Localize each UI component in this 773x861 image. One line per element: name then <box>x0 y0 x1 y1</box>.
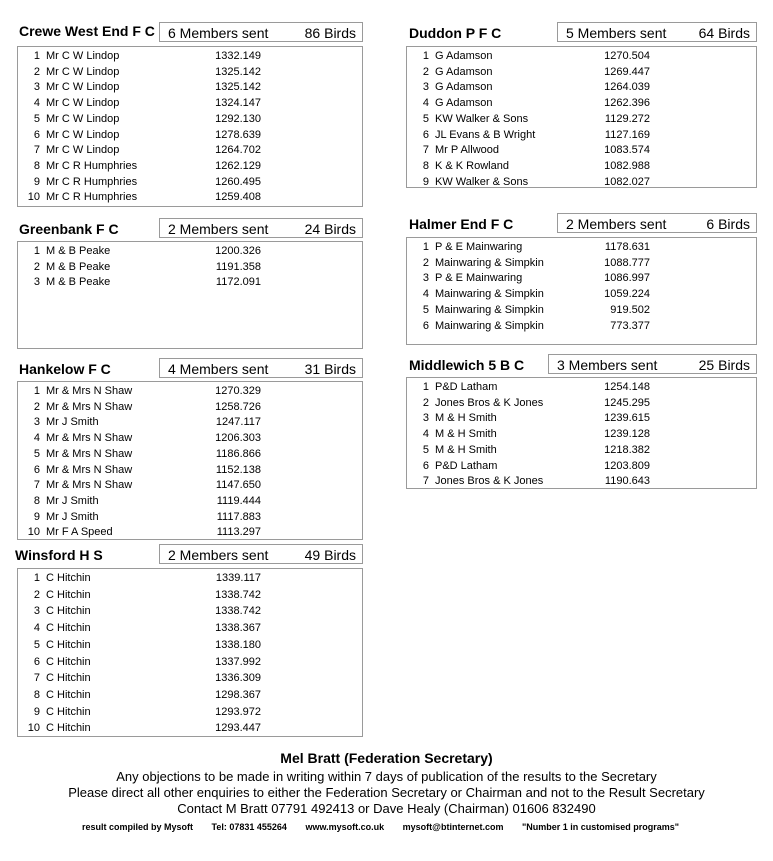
club-name: Crewe West End F C <box>19 23 155 39</box>
result-row <box>18 143 362 158</box>
result-fancier: Mr C R Humphries <box>46 191 138 204</box>
result-position: 4 <box>422 97 429 110</box>
result-position: 9 <box>33 705 40 718</box>
result-velocity: 1083.574 <box>604 144 650 157</box>
result-row <box>407 319 756 334</box>
result-position: 7 <box>422 144 429 157</box>
result-row <box>18 80 362 95</box>
result-row <box>18 638 362 653</box>
result-velocity: 1186.866 <box>215 447 261 460</box>
result-velocity: 1117.883 <box>216 510 261 523</box>
club-name: Greenbank F C <box>19 221 119 237</box>
results-table <box>17 381 363 540</box>
result-fancier: Mr C W Lindop <box>46 112 120 125</box>
result-fancier: Mr C W Lindop <box>46 97 120 110</box>
result-fancier: M & H Smith <box>435 443 497 456</box>
result-position: 5 <box>33 447 40 460</box>
result-position: 6 <box>33 463 40 476</box>
result-position: 4 <box>33 622 40 635</box>
result-fancier: K & K Rowland <box>435 159 509 172</box>
result-row <box>18 494 362 509</box>
result-row <box>407 96 756 111</box>
result-position: 1 <box>33 245 40 257</box>
result-velocity: 1119.444 <box>216 494 261 507</box>
birds-count: 25 Birds <box>698 357 750 373</box>
credits-slogan: "Number 1 in customised programs" <box>521 822 680 832</box>
result-row <box>18 260 362 275</box>
result-position: 1 <box>422 381 429 393</box>
result-fancier: Mr C W Lindop <box>46 81 120 94</box>
result-row <box>18 128 362 143</box>
result-fancier: M & B Peake <box>46 260 111 273</box>
result-position: 4 <box>33 97 40 110</box>
result-fancier: P & E Mainwaring <box>435 272 523 285</box>
result-row <box>18 384 362 399</box>
result-velocity: 1088.777 <box>604 256 650 269</box>
club-name: Hankelow F C <box>19 361 111 377</box>
result-position: 1 <box>33 572 40 584</box>
result-position: 7 <box>33 144 40 157</box>
result-velocity: 1324.147 <box>215 97 261 110</box>
result-position: 5 <box>422 443 429 456</box>
result-fancier: P & E Mainwaring <box>435 241 523 253</box>
result-velocity: 1337.992 <box>215 655 261 668</box>
result-fancier: P&D Latham <box>435 381 498 393</box>
result-fancier: JL Evans & B Wright <box>435 128 536 141</box>
result-velocity: 1325.142 <box>215 81 261 94</box>
result-row <box>407 49 756 64</box>
result-row <box>18 621 362 636</box>
result-row <box>18 705 362 720</box>
result-row <box>18 447 362 462</box>
result-row <box>18 175 362 190</box>
result-position: 2 <box>33 588 40 601</box>
result-position: 3 <box>422 81 429 94</box>
result-fancier: Jones Bros & K Jones <box>435 475 544 488</box>
result-velocity: 1152.138 <box>215 463 261 476</box>
result-row <box>407 128 756 143</box>
result-position: 3 <box>33 605 40 618</box>
result-position: 3 <box>422 272 429 285</box>
birds-count: 49 Birds <box>304 547 356 563</box>
birds-count: 31 Birds <box>304 361 356 377</box>
result-velocity: 1325.142 <box>215 65 261 78</box>
result-velocity: 1247.117 <box>215 416 261 429</box>
result-row <box>18 112 362 127</box>
result-position: 7 <box>33 479 40 492</box>
club-name: Winsford H S <box>15 547 103 563</box>
result-velocity: 1338.742 <box>215 588 261 601</box>
results-table <box>406 237 757 345</box>
club-name: Halmer End F C <box>409 216 514 232</box>
result-position: 5 <box>422 303 429 316</box>
results-table <box>17 46 363 207</box>
result-fancier: C Hitchin <box>46 622 91 635</box>
result-row <box>18 65 362 80</box>
result-velocity: 1190.643 <box>604 475 650 488</box>
result-position: 2 <box>33 400 40 413</box>
result-position: 6 <box>422 459 429 472</box>
results-table <box>406 46 757 188</box>
result-fancier: M & B Peake <box>46 276 111 289</box>
result-position: 8 <box>33 688 40 701</box>
credits-compiled: result compiled by Mysoft <box>82 822 194 832</box>
result-row <box>18 431 362 446</box>
members-sent: 3 Members sent <box>557 357 658 373</box>
members-sent: 2 Members sent <box>168 547 269 563</box>
result-position: 1 <box>422 241 429 253</box>
result-velocity: 1262.129 <box>215 159 261 172</box>
result-position: 3 <box>33 276 40 289</box>
result-velocity: 1245.295 <box>604 396 650 409</box>
result-fancier: Mr C R Humphries <box>46 175 138 188</box>
result-fancier: C Hitchin <box>46 572 91 584</box>
result-velocity: 919.502 <box>610 303 650 316</box>
birds-count: 64 Birds <box>698 25 750 41</box>
result-velocity: 1218.382 <box>604 443 650 456</box>
result-row <box>407 65 756 80</box>
result-velocity: 1338.742 <box>215 605 261 618</box>
result-velocity: 1254.148 <box>604 381 650 393</box>
result-fancier: Mr P Allwood <box>435 144 499 157</box>
result-row <box>18 655 362 670</box>
result-position: 1 <box>33 385 40 397</box>
result-row <box>18 588 362 603</box>
club-name: Middlewich 5 B C <box>409 357 525 373</box>
result-position: 6 <box>33 655 40 668</box>
result-fancier: Mr C R Humphries <box>46 159 138 172</box>
result-velocity: 1082.988 <box>604 159 650 172</box>
birds-count: 6 Birds <box>706 216 750 232</box>
result-row <box>407 459 756 474</box>
club-summary <box>159 544 363 564</box>
result-fancier: KW Walker & Sons <box>435 112 529 125</box>
result-row <box>18 400 362 415</box>
result-position: 1 <box>33 50 40 62</box>
contact-line: Contact M Bratt 07791 492413 or Dave Healy (Chairman) 01606 832490 <box>177 801 596 816</box>
result-velocity: 1127.169 <box>604 128 650 141</box>
result-position: 8 <box>33 159 40 172</box>
secretary-title: Mel Bratt (Federation Secretary) <box>280 750 493 766</box>
result-position: 7 <box>33 672 40 685</box>
result-row <box>18 604 362 619</box>
result-position: 4 <box>422 428 429 441</box>
result-velocity: 1206.303 <box>215 432 261 445</box>
result-fancier: Mr & Mrs N Shaw <box>46 432 133 445</box>
result-velocity: 1129.272 <box>604 112 650 125</box>
result-fancier: Mr J Smith <box>46 494 99 507</box>
result-fancier: C Hitchin <box>46 605 91 618</box>
results-table <box>406 377 757 489</box>
club-summary <box>557 213 757 233</box>
result-row <box>407 443 756 458</box>
result-fancier: C Hitchin <box>46 655 91 668</box>
result-velocity: 1059.224 <box>604 288 650 301</box>
result-row <box>18 571 362 586</box>
result-velocity: 1292.130 <box>215 112 261 125</box>
result-position: 10 <box>27 722 40 735</box>
result-velocity: 773.377 <box>610 319 650 332</box>
result-fancier: Mr & Mrs N Shaw <box>46 447 133 460</box>
result-row <box>407 287 756 302</box>
result-fancier: Mainwaring & Simpkin <box>435 319 544 332</box>
result-row <box>18 721 362 736</box>
result-row <box>407 380 756 395</box>
result-fancier: Jones Bros & K Jones <box>435 396 544 409</box>
result-row <box>18 244 362 259</box>
result-fancier: G Adamson <box>435 65 493 78</box>
result-row <box>18 510 362 525</box>
result-row <box>407 112 756 127</box>
result-row <box>407 143 756 158</box>
result-velocity: 1260.495 <box>215 175 261 188</box>
credits-tel: Tel: 07831 455264 <box>211 822 287 832</box>
result-velocity: 1339.117 <box>215 572 261 584</box>
result-row <box>18 478 362 493</box>
result-row <box>18 49 362 64</box>
result-velocity: 1191.358 <box>215 260 261 273</box>
result-fancier: G Adamson <box>435 97 493 110</box>
result-position: 9 <box>33 175 40 188</box>
result-velocity: 1082.027 <box>604 175 650 188</box>
club-summary <box>159 358 363 378</box>
result-position: 9 <box>422 175 429 188</box>
result-position: 2 <box>33 65 40 78</box>
result-row <box>18 671 362 686</box>
result-velocity: 1264.039 <box>604 81 650 94</box>
result-velocity: 1293.447 <box>215 722 261 735</box>
result-position: 3 <box>33 81 40 94</box>
result-row <box>18 525 362 540</box>
result-row <box>407 240 756 255</box>
result-velocity: 1113.297 <box>216 526 261 539</box>
result-position: 6 <box>422 319 429 332</box>
result-fancier: Mr F A Speed <box>46 526 113 539</box>
result-velocity: 1147.650 <box>215 479 261 492</box>
result-fancier: Mr C W Lindop <box>46 65 120 78</box>
members-sent: 4 Members sent <box>168 361 269 377</box>
result-velocity: 1336.309 <box>215 672 261 685</box>
club-name: Duddon P F C <box>409 25 502 41</box>
result-fancier: C Hitchin <box>46 672 91 685</box>
result-velocity: 1338.367 <box>215 622 261 635</box>
result-row <box>18 415 362 430</box>
result-position: 6 <box>33 128 40 141</box>
birds-count: 86 Birds <box>304 25 356 41</box>
result-row <box>407 175 756 190</box>
result-fancier: Mr J Smith <box>46 416 99 429</box>
result-fancier: G Adamson <box>435 50 493 62</box>
result-row <box>407 80 756 95</box>
result-position: 8 <box>422 159 429 172</box>
result-velocity: 1338.180 <box>215 638 261 651</box>
result-position: 7 <box>422 475 429 488</box>
result-fancier: C Hitchin <box>46 705 91 718</box>
enquiries-notice: Please direct all other enquiries to either the Federation Secretary or Chairman and not to the Result Secretary <box>68 785 705 800</box>
result-row <box>407 411 756 426</box>
result-row <box>407 396 756 411</box>
result-velocity: 1332.149 <box>215 50 261 62</box>
result-fancier: Mainwaring & Simpkin <box>435 288 544 301</box>
result-velocity: 1278.639 <box>215 128 261 141</box>
result-velocity: 1293.972 <box>215 705 261 718</box>
objections-notice: Any objections to be made in writing within 7 days of publication of the results to the Secretary <box>116 769 657 784</box>
result-row <box>407 159 756 174</box>
result-fancier: KW Walker & Sons <box>435 175 529 188</box>
result-position: 3 <box>33 416 40 429</box>
club-summary <box>557 22 757 42</box>
result-position: 8 <box>33 494 40 507</box>
result-velocity: 1270.504 <box>604 50 650 62</box>
result-velocity: 1262.396 <box>604 97 650 110</box>
result-velocity: 1086.997 <box>604 272 650 285</box>
result-velocity: 1298.367 <box>215 688 261 701</box>
result-fancier: Mr J Smith <box>46 510 99 523</box>
result-row <box>18 159 362 174</box>
result-position: 4 <box>33 432 40 445</box>
credits-email[interactable]: mysoft@btinternet.com <box>402 822 504 832</box>
result-row <box>407 303 756 318</box>
result-fancier: Mr C W Lindop <box>46 50 120 62</box>
result-row <box>18 275 362 290</box>
result-position: 2 <box>422 65 429 78</box>
result-row <box>407 427 756 442</box>
result-fancier: C Hitchin <box>46 588 91 601</box>
result-position: 10 <box>27 526 40 539</box>
result-position: 1 <box>422 50 429 62</box>
result-fancier: G Adamson <box>435 81 493 94</box>
members-sent: 6 Members sent <box>168 25 269 41</box>
result-velocity: 1178.631 <box>604 241 650 253</box>
members-sent: 2 Members sent <box>566 216 667 232</box>
result-fancier: Mainwaring & Simpkin <box>435 303 544 316</box>
club-summary <box>159 218 363 238</box>
members-sent: 2 Members sent <box>168 221 269 237</box>
result-fancier: C Hitchin <box>46 722 91 735</box>
result-velocity: 1239.128 <box>604 428 650 441</box>
result-position: 5 <box>422 112 429 125</box>
result-fancier: Mr & Mrs N Shaw <box>46 385 133 397</box>
result-position: 5 <box>33 112 40 125</box>
result-position: 3 <box>422 412 429 425</box>
result-row <box>18 463 362 478</box>
members-sent: 5 Members sent <box>566 25 667 41</box>
result-fancier: C Hitchin <box>46 638 91 651</box>
result-velocity: 1264.702 <box>215 144 261 157</box>
result-velocity: 1200.326 <box>215 245 261 257</box>
result-position: 2 <box>33 260 40 273</box>
results-table <box>17 241 363 349</box>
club-summary <box>159 22 363 42</box>
result-position: 9 <box>33 510 40 523</box>
credits-web[interactable]: www.mysoft.co.uk <box>305 822 385 832</box>
result-velocity: 1172.091 <box>215 276 261 289</box>
result-position: 6 <box>422 128 429 141</box>
result-row <box>407 256 756 271</box>
result-position: 5 <box>33 638 40 651</box>
club-summary <box>548 354 757 374</box>
results-table <box>17 568 363 737</box>
result-velocity: 1203.809 <box>604 459 650 472</box>
result-fancier: P&D Latham <box>435 459 498 472</box>
result-position: 10 <box>27 191 40 204</box>
result-row <box>18 190 362 205</box>
result-row <box>407 474 756 489</box>
result-position: 4 <box>422 288 429 301</box>
result-fancier: M & B Peake <box>46 245 111 257</box>
credits-line <box>82 822 679 832</box>
result-fancier: Mainwaring & Simpkin <box>435 256 544 269</box>
result-fancier: Mr & Mrs N Shaw <box>46 400 133 413</box>
birds-count: 24 Birds <box>304 221 356 237</box>
result-fancier: Mr C W Lindop <box>46 128 120 141</box>
result-row <box>407 271 756 286</box>
result-fancier: Mr C W Lindop <box>46 144 120 157</box>
result-fancier: Mr & Mrs N Shaw <box>46 479 133 492</box>
result-velocity: 1259.408 <box>215 191 261 204</box>
result-fancier: C Hitchin <box>46 688 91 701</box>
result-position: 2 <box>422 396 429 409</box>
result-position: 2 <box>422 256 429 269</box>
result-velocity: 1269.447 <box>604 65 650 78</box>
result-fancier: Mr & Mrs N Shaw <box>46 463 133 476</box>
result-row <box>18 96 362 111</box>
result-fancier: M & H Smith <box>435 412 497 425</box>
result-row <box>18 688 362 703</box>
result-velocity: 1258.726 <box>215 400 261 413</box>
result-fancier: M & H Smith <box>435 428 497 441</box>
result-velocity: 1270.329 <box>215 385 261 397</box>
result-velocity: 1239.615 <box>604 412 650 425</box>
